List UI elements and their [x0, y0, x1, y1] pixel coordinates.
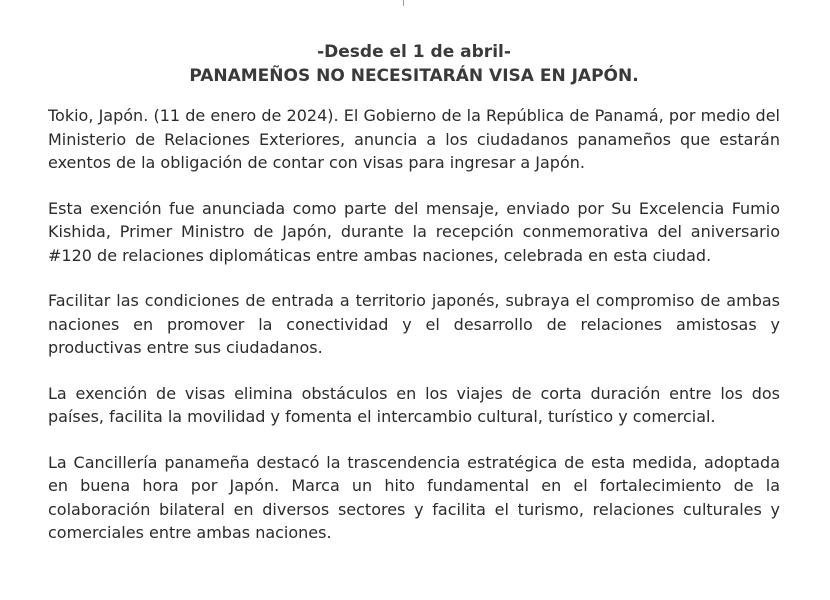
page-divider-mark: [403, 0, 404, 6]
paragraph-benefits: La exención de visas elimina obstáculos en los viajes de corta duración entre los dos países, facilita la movilidad y fomenta el intercambio cultural, turístico y comercial.: [48, 383, 780, 426]
press-release: [48, 40, 780, 567]
paragraph-announcement: Tokio, Japón. (11 de enero de 2024). El Gobierno de la República de Panamá, por medio del Ministerio de Relaciones Exteriores, anuncia a los ciudadanos panameños que estarán exentos de la obligación de contar con visas para ingresar a Japón.: [48, 106, 780, 172]
paragraph-significance: La Cancillería panameña destacó la trascendencia estratégica de esta medida, adoptada en buena hora por Japón. Marca un hito fundamental en el fortalecimiento de la colaboración bilateral en diversos sectores y facilita el turismo, relaciones culturales y comerciales entre ambas naciones.: [48, 452, 780, 542]
date-subheading: -Desde el 1 de abril-: [317, 42, 511, 62]
paragraph-commitment: Facilitar las condiciones de entrada a territorio japonés, subraya el compromiso de ambas naciones en promover la conectividad y el desarrollo de relaciones amistosas y productivas entre sus ciudadanos.: [48, 291, 780, 357]
page-title: PANAMEÑOS NO NECESITARÁN VISA EN JAPÓN.: [189, 66, 639, 86]
press-release-heading: [48, 40, 780, 88]
paragraph-origin: Esta exención fue anunciada como parte del mensaje, enviado por Su Excelencia Fumio Kishida, Primer Ministro de Japón, durante la recepción conmemorativa del aniversario #120 de relaciones diplomáticas entre ambas naciones, celebrada en esta ciudad.: [48, 198, 780, 265]
